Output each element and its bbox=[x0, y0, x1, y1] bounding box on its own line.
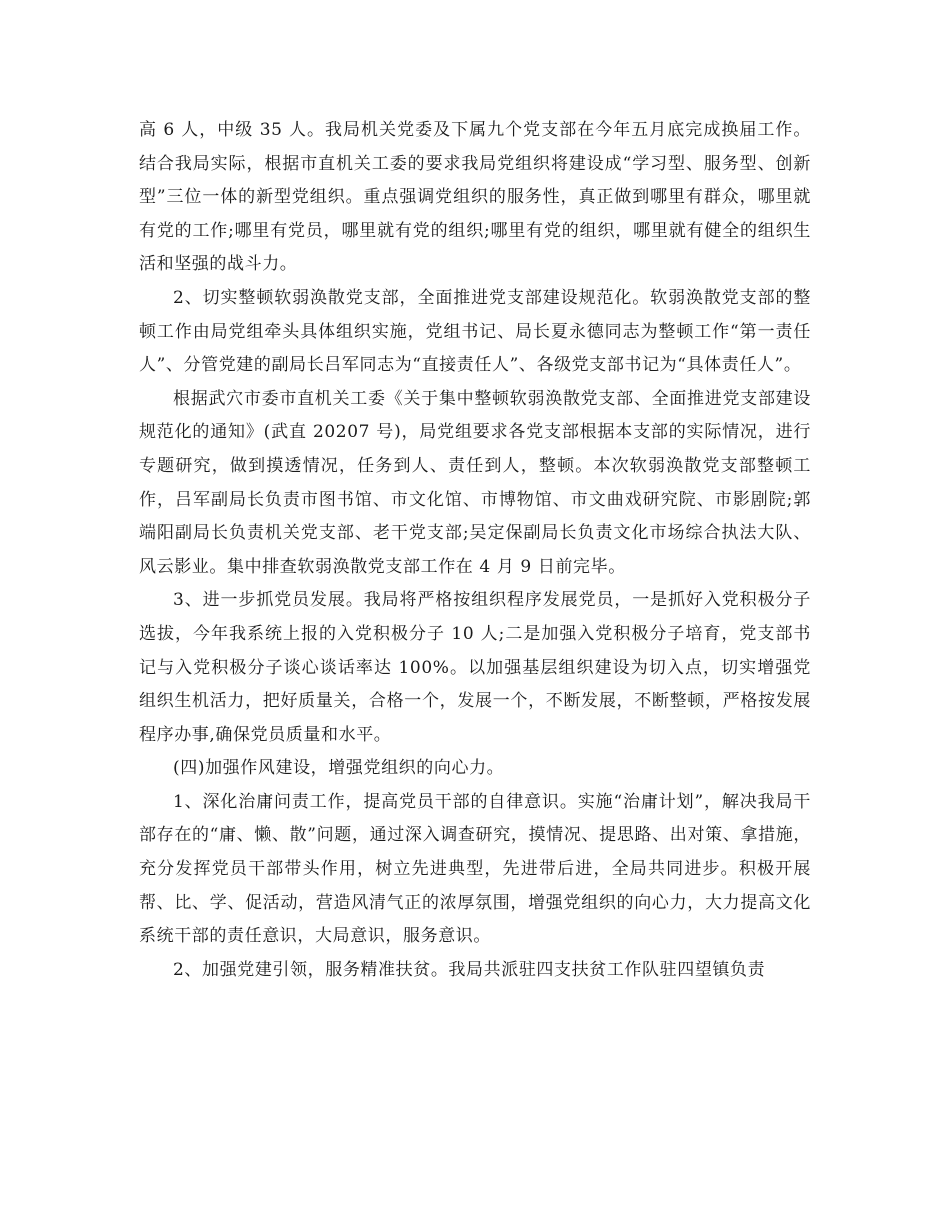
paragraph-accountability: 1、深化治庸问责工作，提高党员干部的自律意识。实施“治庸计划”，解决我局干部存在的“庸、懒、散”问题，通过深入调查研究，摸情况、提思路、出对策、拿措施，充分发挥党员干部带头作用，树立先进典型，先进带后进，全局共同进步。积极开展帮、比、学、促活动，营造风清气正的浓厚氛围，增强党组织的向心力，大力提高文化系统干部的责任意识，大局意识，服务意识。 bbox=[139, 791, 811, 947]
paragraph-continuation: 高 6 人，中级 35 人。我局机关党委及下属九个党支部在今年五月底完成换届工作。结合我局实际，根据市直机关工委的要求我局党组织将建设成“学习型、服务型、创新型”三位一体的新型党组织。重点强调党组织的服务性，真正做到哪里有群众，哪里就有党的工作;哪里有党员，哪里就有党的组织;哪里有党的组织，哪里就有健全的组织生活和坚强的战斗力。 bbox=[139, 120, 811, 275]
paragraph-branch-rectification: 2、切实整顿软弱涣散党支部，全面推进党支部建设规范化。软弱涣散党支部的整顿工作由局党组牵头具体组织实施，党组书记、局长夏永德同志为整顿工作“第一责任人”、分管党建的副局长吕军同志为“直接责任人”、各级党支部书记为“具体责任人”。 bbox=[139, 287, 811, 376]
paragraph-member-development: 3、进一步抓党员发展。我局将严格按组织程序发展党员，一是抓好入党积极分子选拔，今年我系统上报的入党积极分子 10 人;二是加强入党积极分子培育，党支部书记与入党积极分子谈心谈话率达 100%。以加强基层组织建设为切入点，切实增强党组织生机活力，把好质量关，合格一个，发展一个，不断发展，不断整顿，严格按发展程序办事,确保党员质量和水平。 bbox=[139, 590, 811, 745]
section-heading-work-style: (四)加强作风建设，增强党组织的向心力。 bbox=[173, 758, 505, 779]
paragraph-poverty-alleviation: 2、加强党建引领，服务精准扶贫。我局共派驻四支扶贫工作队驻四望镇负责 bbox=[173, 959, 766, 980]
paragraph-wuxue-notice: 根据武穴市委市直机关工委《关于集中整顿软弱涣散党支部、全面推进党支部建设规范化的通知》(武直 20207 号)，局党组要求各党支部根据本支部的实际情况，进行专题研究，做到摸透情况，任务到人、责任到人，整顿。本次软弱涣散党支部整顿工作，吕军副局长负责市图书馆、市文化馆、市博物馆、市文曲戏研究院、市影剧院;郭端阳副局长负责机关党支部、老干党支部;吴定保副局长负责文化市场综合执法大队、风云影业。集中排查软弱涣散党支部工作在 4 月 9 日前完毕。 bbox=[139, 388, 811, 577]
document-body bbox=[139, 114, 811, 987]
